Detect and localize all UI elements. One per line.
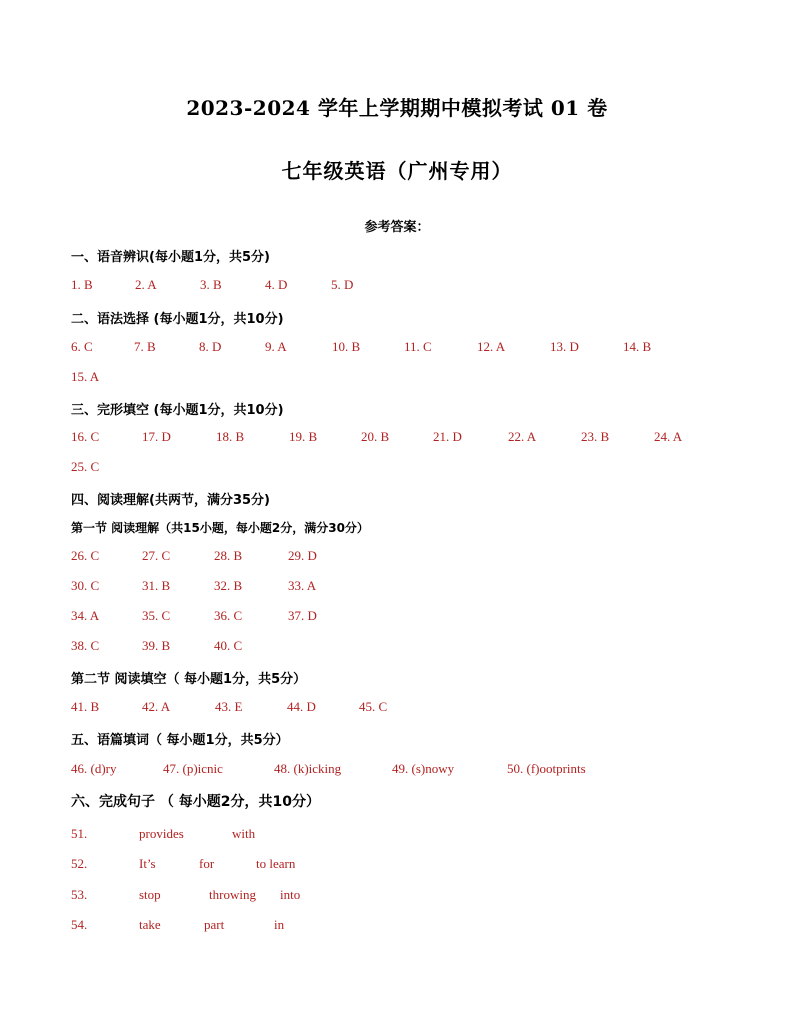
answer-word: It’s — [139, 856, 156, 871]
answer-37: 37. D — [288, 608, 317, 623]
section-4-part-2-answers — [71, 699, 751, 717]
answer-key-label: 参考答案： — [364, 220, 430, 235]
section-3-heading: 三、完形填空 (每小题1分，共10分) — [71, 403, 284, 418]
answer-word: with — [232, 826, 256, 841]
answer-6: 6. C — [71, 339, 93, 354]
answer-word: to learn — [256, 856, 296, 871]
answer-word: into — [280, 887, 301, 902]
answer-41: 41. B — [71, 699, 100, 714]
answer-32: 32. B — [214, 578, 243, 593]
answer-40: 40. C — [214, 638, 243, 653]
answer-44: 44. D — [287, 699, 316, 714]
answer-33: 33. A — [288, 578, 317, 593]
answer-7: 7. B — [134, 339, 156, 354]
answer-43: 43. E — [215, 699, 243, 714]
answer-20: 20. B — [361, 429, 390, 444]
sentence-53 — [71, 887, 751, 905]
answer-34: 34. A — [71, 608, 100, 623]
answer-22: 22. A — [508, 429, 537, 444]
answer-28: 28. B — [214, 548, 243, 563]
answer-48: 48. (k)icking — [274, 761, 342, 776]
sentence-54 — [71, 917, 751, 935]
answer-36: 36. C — [214, 608, 243, 623]
section-2-answers — [71, 339, 751, 357]
answer-50: 50. (f)ootprints — [507, 761, 586, 776]
answer-23: 23. B — [581, 429, 610, 444]
exam-subtitle: 七年级英语（广州专用） — [281, 159, 513, 183]
item-number: 54. — [71, 917, 88, 932]
section-4-part-2-heading: 第二节 阅读填空（ 每小题1分，共5分） — [71, 672, 307, 687]
answer-word: provides — [139, 826, 184, 841]
sentence-51 — [71, 826, 751, 844]
answer-17: 17. D — [142, 429, 171, 444]
answer-39: 39. B — [142, 638, 171, 653]
answer-19: 19. B — [289, 429, 318, 444]
answer-8: 8. D — [199, 339, 222, 354]
answer-12: 12. A — [477, 339, 506, 354]
sentence-52 — [71, 856, 751, 874]
answer-25: 25. C — [71, 459, 100, 474]
item-number: 51. — [71, 826, 88, 841]
exam-title: 2023-2024 学年上学期期中模拟考试 01 卷 — [186, 96, 608, 120]
answer-45: 45. C — [359, 699, 388, 714]
answer-14: 14. B — [623, 339, 652, 354]
section-4-part-1-row-2 — [71, 578, 751, 596]
answer-29: 29. D — [288, 548, 317, 563]
answer-49: 49. (s)nowy — [392, 761, 455, 776]
answer-46: 46. (d)ry — [71, 761, 117, 776]
answer-5: 5. D — [331, 277, 354, 292]
answer-16: 16. C — [71, 429, 100, 444]
answer-30: 30. C — [71, 578, 100, 593]
answer-38: 38. C — [71, 638, 100, 653]
section-4-part-1-row-3 — [71, 608, 751, 626]
section-4-part-1-heading: 第一节 阅读理解（共15小题，每小题2分，满分30分） — [71, 521, 369, 535]
section-4-part-1-row-4 — [71, 638, 751, 656]
answer-42: 42. A — [142, 699, 171, 714]
answer-31: 31. B — [142, 578, 171, 593]
section-2-heading: 二、语法选择 (每小题1分，共10分) — [71, 312, 284, 327]
answer-26: 26. C — [71, 548, 100, 563]
section-5-heading: 五、语篇填词（ 每小题1分，共5分） — [71, 733, 289, 748]
answer-11: 11. C — [404, 339, 432, 354]
answer-27: 27. C — [142, 548, 171, 563]
answer-21: 21. D — [433, 429, 462, 444]
section-1-heading: 一、语音辨识(每小题1分，共5分) — [71, 250, 270, 265]
answer-1: 1. B — [71, 277, 93, 292]
answer-word: throwing — [209, 887, 256, 902]
answer-35: 35. C — [142, 608, 171, 623]
answer-24: 24. A — [654, 429, 683, 444]
answer-3: 3. B — [200, 277, 222, 292]
answer-9: 9. A — [265, 339, 287, 354]
answer-2: 2. A — [135, 277, 157, 292]
item-number: 53. — [71, 887, 88, 902]
answer-word: for — [199, 856, 215, 871]
answer-10: 10. B — [332, 339, 361, 354]
answer-word: part — [204, 917, 225, 932]
answer-word: in — [274, 917, 285, 932]
answer-13: 13. D — [550, 339, 579, 354]
section-5-answers — [71, 761, 751, 779]
section-1-answers — [71, 277, 751, 295]
answer-4: 4. D — [265, 277, 288, 292]
answer-15: 15. A — [71, 369, 100, 384]
section-2-answers-cont — [71, 369, 751, 387]
section-3-answers-cont — [71, 459, 751, 477]
answer-18: 18. B — [216, 429, 245, 444]
section-3-answers — [71, 429, 751, 447]
answer-word: take — [139, 917, 161, 932]
answer-word: stop — [139, 887, 161, 902]
answer-47: 47. (p)icnic — [163, 761, 223, 776]
section-6-heading: 六、完成句子 （ 每小题2分，共10分） — [71, 794, 320, 810]
section-4-heading: 四、阅读理解(共两节，满分35分) — [71, 493, 270, 508]
item-number: 52. — [71, 856, 88, 871]
section-4-part-1-row-1 — [71, 548, 751, 566]
